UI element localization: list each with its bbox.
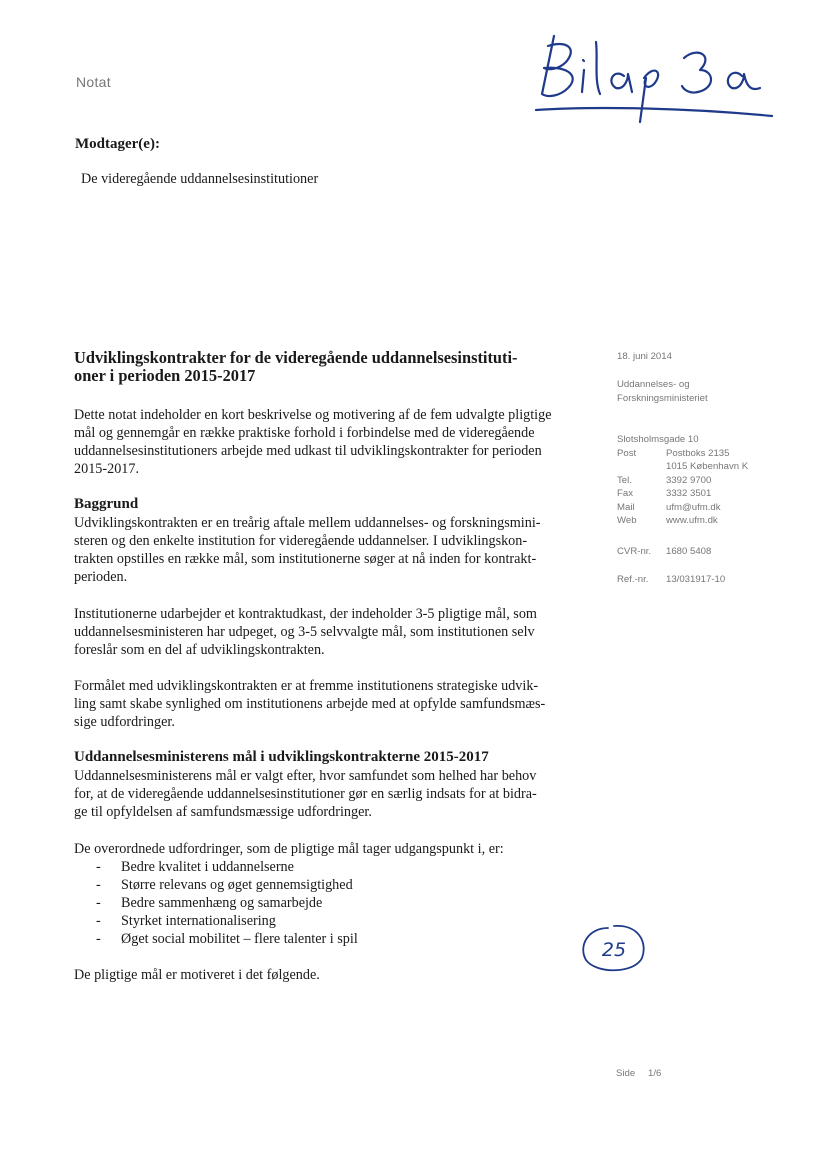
- title-line: Udviklingskontrakter for de videregående uddannelsesinstituti-: [74, 348, 518, 367]
- page-footer: [616, 1068, 661, 1079]
- list-item-text: Bedre kvalitet i uddannelserne: [121, 859, 294, 875]
- closing-sentence: De pligtige mål er motiveret i det følgende.: [74, 967, 320, 983]
- ministry-line: Uddannelses- og: [617, 379, 690, 390]
- handwritten-bilag-stamp: [528, 18, 778, 128]
- contact-row: [617, 487, 817, 501]
- contact-key: Fax: [617, 488, 633, 499]
- list-item: [74, 858, 579, 876]
- dash-bullet: -: [96, 877, 101, 893]
- text-line: 2015-2017.: [74, 461, 140, 477]
- document-date: 18. juni 2014: [617, 351, 672, 362]
- list-item: [74, 912, 579, 930]
- contact-value: 3332 3501: [666, 488, 712, 499]
- text-line: Dette notat indeholder en kort beskrivelse og motivering af de fem udvalgte pligtige: [74, 407, 552, 423]
- list-item-text: Større relevans og øget gennemsigtighed: [121, 877, 353, 893]
- page-number: 1/6: [648, 1068, 662, 1079]
- document-title: [74, 349, 579, 385]
- baggrund-paragraph: [74, 514, 579, 586]
- list-item: [74, 930, 579, 948]
- text-line: ling samt skabe synlighed om institutionens arbejde med at opfylde samfundsmæs-: [74, 696, 546, 712]
- text-line: steren og den enkelte institution for videregående uddannelser. I udviklingskon-: [74, 533, 528, 549]
- ministry-name: [617, 378, 817, 405]
- cvr-number: [617, 545, 817, 559]
- contact-row: [617, 460, 817, 474]
- contact-value: Postboks 2135: [666, 447, 730, 459]
- ref-key: Ref.-nr.: [617, 574, 649, 585]
- dash-bullet: -: [96, 895, 101, 911]
- reference-number: [617, 573, 817, 587]
- text-line: uddannelsesinstitutioners arbejde med udkast til udviklingskontrakter for perioden: [74, 443, 542, 459]
- list-item: [74, 876, 579, 894]
- contact-key: [617, 460, 666, 474]
- dash-bullet: -: [96, 931, 101, 947]
- text-line: perioden.: [74, 569, 128, 585]
- cvr-value: 1680 5408: [666, 546, 712, 557]
- contact-row: [617, 514, 817, 528]
- contact-key: Tel.: [617, 474, 632, 486]
- text-line: Formålet med udviklingskontrakten er at fremme institutionens strategiske udvik-: [74, 678, 539, 694]
- list-item-text: Øget social mobilitet – flere talenter i spil: [121, 931, 358, 947]
- challenges-list: [74, 858, 579, 948]
- contract-draft-paragraph: [74, 605, 579, 659]
- text-line: Uddannelsesministerens mål er valgt efter, hvor samfundet som helhed har behov: [74, 768, 537, 784]
- dash-bullet: -: [96, 913, 101, 929]
- contact-row: [617, 447, 817, 461]
- contact-key: Post: [617, 447, 637, 459]
- text-line: for, at de videregående uddannelsesinstitutioner gør en særlig indsats for at bidra-: [74, 786, 537, 802]
- text-line: uddannelsesministeren har udpeget, og 3-5 selvvalgte mål, som institutionen selv: [74, 624, 535, 640]
- text-line: foreslår som en del af udviklingskontrakten.: [74, 642, 325, 658]
- ministry-line: Forskningsministeriet: [617, 392, 708, 404]
- page-mark-number: 25: [601, 939, 627, 961]
- address: Slotsholmsgade 10: [617, 434, 699, 445]
- purpose-paragraph: [74, 677, 579, 731]
- contact-value: www.ufm.dk: [666, 515, 718, 526]
- contact-key: Mail: [617, 501, 635, 513]
- cvr-key: CVR-nr.: [617, 546, 652, 557]
- text-line: Udviklingskontrakten er en treårig aftale mellem uddannelses- og forskningsmini-: [74, 515, 541, 531]
- list-item-text: Styrket internationalisering: [121, 913, 276, 929]
- recipient-heading: Modtager(e):: [75, 136, 160, 152]
- list-item: [74, 894, 579, 912]
- text-line: mål og gennemgår en række praktiske forhold i forbindelse med de videregående: [74, 425, 535, 441]
- text-line: sige udfordringer.: [74, 714, 175, 730]
- ref-value: 13/031917-10: [666, 574, 726, 585]
- contact-details: [617, 433, 817, 528]
- dash-bullet: -: [96, 859, 101, 875]
- contact-row: [617, 501, 817, 515]
- list-item-text: Bedre sammenhæng og samarbejde: [121, 895, 323, 911]
- section-heading-goals: Uddannelsesministerens mål i udviklingskontrakterne 2015-2017: [74, 749, 489, 765]
- contact-value: ufm@ufm.dk: [666, 501, 721, 513]
- goals-paragraph: [74, 767, 579, 821]
- contact-key: Web: [617, 515, 637, 526]
- handwritten-page-mark: [578, 922, 650, 974]
- text-line: trakten opstilles en række mål, som institutionerne søger at nå inden for kontrakt-: [74, 551, 537, 567]
- title-line: oner i perioden 2015-2017: [74, 366, 256, 385]
- contact-value: 3392 9700: [666, 474, 712, 486]
- contact-row: [617, 474, 817, 488]
- page-label: Side: [616, 1068, 636, 1079]
- intro-paragraph: [74, 406, 579, 478]
- contact-value: 1015 København K: [666, 461, 749, 472]
- text-line: Institutionerne udarbejder et kontraktudkast, der indeholder 3-5 pligtige mål, som: [74, 606, 537, 622]
- address-row: [617, 433, 817, 447]
- document-type-label: Notat: [76, 74, 111, 90]
- section-heading-baggrund: Baggrund: [74, 496, 139, 512]
- recipient-name: De videregående uddannelsesinstitutioner: [81, 171, 319, 187]
- text-line: ge til opfyldelsen af samfundsmæssige udfordringer.: [74, 804, 372, 820]
- challenges-intro: De overordnede udfordringer, som de pligtige mål tager udgangspunkt i, er:: [74, 841, 504, 857]
